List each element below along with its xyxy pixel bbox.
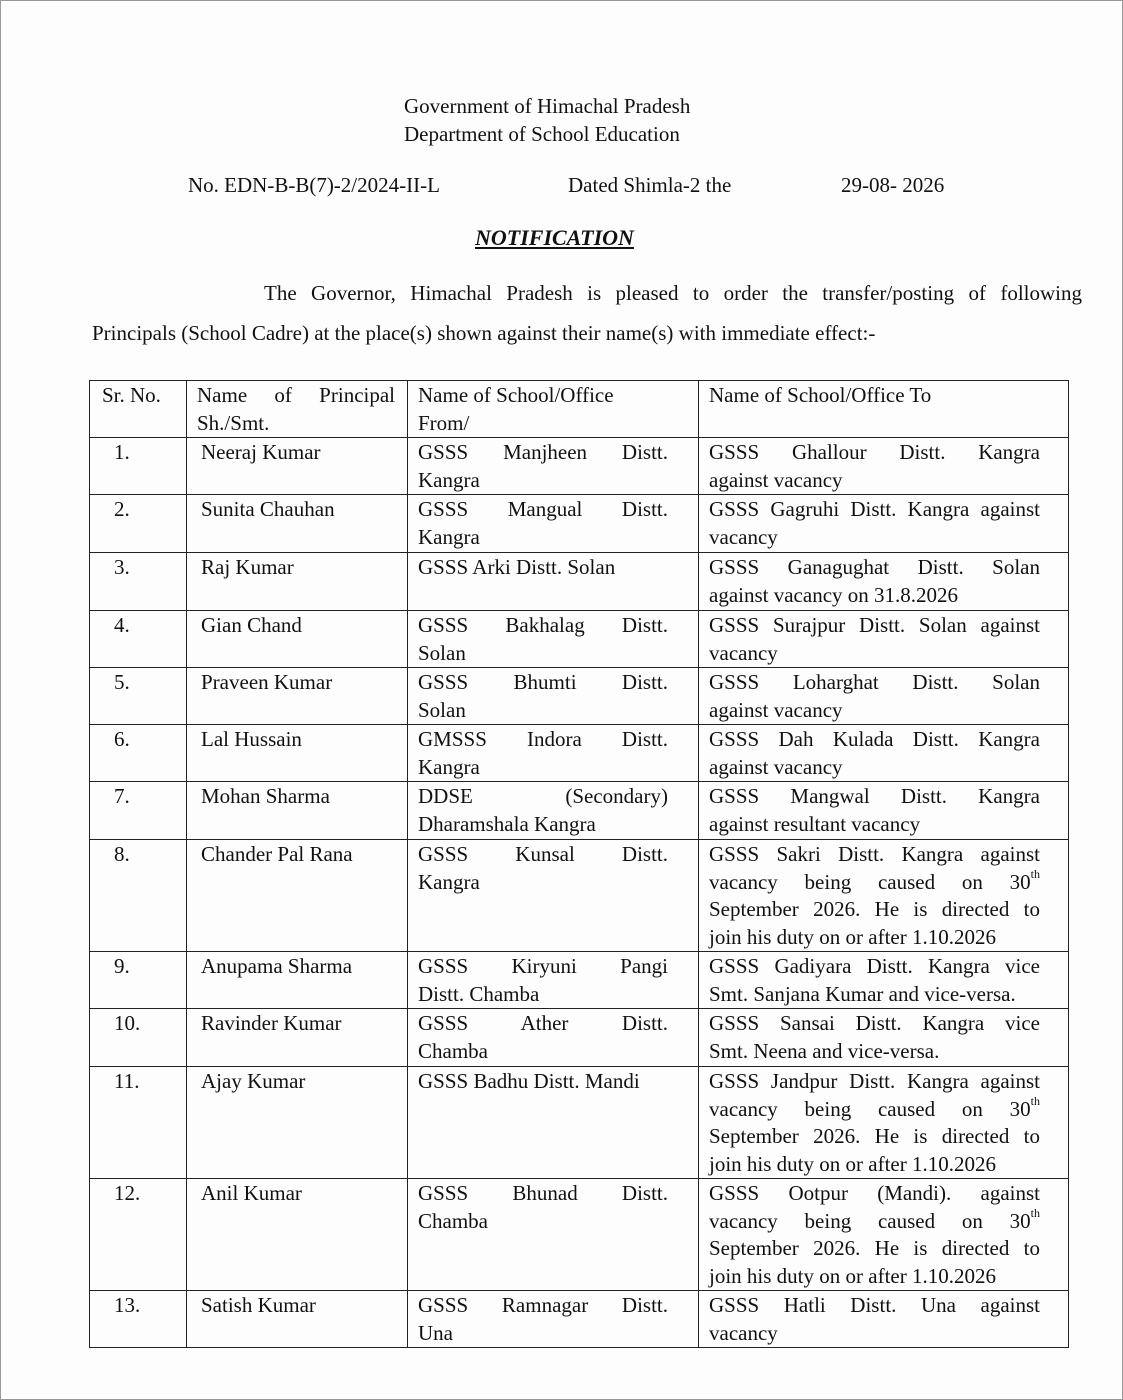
- cell-principal-name: Chander Pal Rana: [187, 840, 408, 952]
- table-row: [90, 1291, 1069, 1348]
- to-line: [709, 726, 1040, 754]
- from-line: GSSS Kunsal Distt.: [418, 842, 668, 866]
- to-line-text: GSSS Gadiyara Distt. Kangra vice: [709, 954, 1040, 978]
- table-row: [90, 725, 1069, 782]
- to-line: [709, 866, 1040, 897]
- table-row: [90, 782, 1069, 840]
- from-line: GSSS Manjheen Distt.: [418, 440, 668, 464]
- government-name: Government of Himachal Pradesh: [404, 94, 691, 118]
- to-line: [709, 1205, 1040, 1236]
- table-row: [90, 952, 1069, 1009]
- table-row: [90, 1179, 1069, 1291]
- to-line-text: GSSS Ganagughat Distt. Solan: [709, 555, 1040, 579]
- to-line-text: GSSS Ghallour Distt. Kangra: [709, 440, 1040, 464]
- cell-sr-no: 3.: [90, 553, 187, 611]
- cell-sr-no: 6.: [90, 725, 187, 782]
- cell-school-from: [408, 553, 699, 611]
- to-line: [709, 582, 1040, 610]
- to-line-text: against vacancy: [709, 467, 843, 492]
- table-row: [90, 611, 1069, 668]
- to-line-text: GSSS Sansai Distt. Kangra vice: [709, 1011, 1040, 1035]
- to-line-text: GSSS Sakri Distt. Kangra against: [709, 842, 1040, 866]
- to-line: [709, 841, 1040, 869]
- header-from-line-1: Name of School/Office: [418, 383, 614, 407]
- to-line: [709, 612, 1040, 640]
- from-line: GSSS Kiryuni Pangi: [418, 954, 668, 978]
- cell-school-from: [408, 495, 699, 553]
- header-principal-name: [187, 381, 408, 438]
- cell-school-from: [408, 1067, 699, 1179]
- to-line: [709, 1123, 1040, 1151]
- from-line: DDSE (Secondary): [418, 784, 668, 808]
- cell-principal-name: Anupama Sharma: [187, 952, 408, 1009]
- to-line: [709, 1093, 1040, 1124]
- header-sr-no: Sr. No.: [90, 381, 187, 438]
- from-line: GSSS Badhu Distt. Mandi: [418, 1069, 640, 1093]
- body-text-line-2: Principals (School Cadre) at the place(s) shown against their name(s) with immediate effect:-: [92, 321, 876, 345]
- cell-school-to: [699, 611, 1069, 668]
- to-line: [709, 953, 1040, 981]
- to-line: [709, 439, 1040, 467]
- from-line: GSSS Ramnagar Distt.: [418, 1293, 668, 1317]
- cell-school-to: [699, 1179, 1069, 1291]
- table-row: [90, 1009, 1069, 1067]
- to-line-text: against vacancy: [709, 754, 843, 779]
- ordinal-suffix: th: [1030, 1093, 1040, 1108]
- cell-school-from: [408, 1179, 699, 1291]
- cell-principal-name: Raj Kumar: [187, 553, 408, 611]
- cell-sr-no: 4.: [90, 611, 187, 668]
- to-line: [709, 467, 1040, 495]
- cell-sr-no: 7.: [90, 782, 187, 840]
- to-line: [709, 981, 1040, 1009]
- from-line: Kangra: [418, 467, 480, 492]
- to-line: [709, 783, 1040, 811]
- cell-sr-no: 12.: [90, 1179, 187, 1291]
- to-line: [709, 669, 1040, 697]
- table-body: [90, 438, 1069, 1348]
- transfer-table: [89, 380, 1069, 1348]
- cell-sr-no: 8.: [90, 840, 187, 952]
- from-line: Chamba: [418, 1208, 488, 1233]
- to-line: [709, 697, 1040, 725]
- table-row: [90, 840, 1069, 952]
- to-line-text: September 2026. He is directed to: [709, 1236, 1040, 1260]
- to-line: [709, 640, 1040, 668]
- cell-school-to: [699, 553, 1069, 611]
- cell-school-to: [699, 1067, 1069, 1179]
- cell-sr-no: 1.: [90, 438, 187, 495]
- table-row: [90, 1067, 1069, 1179]
- to-line-text: Smt. Sanjana Kumar and vice-versa.: [709, 981, 1016, 1006]
- body-text-line-1: The Governor, Himachal Pradesh is pleased to order the transfer/posting of following: [264, 281, 1082, 305]
- document-header: [404, 92, 690, 148]
- to-line: [709, 1010, 1040, 1038]
- to-line: [709, 896, 1040, 924]
- from-line: Solan: [418, 697, 466, 722]
- cell-principal-name: Ajay Kumar: [187, 1067, 408, 1179]
- to-line: [709, 811, 1040, 839]
- cell-school-from: [408, 782, 699, 840]
- header-school-from: [408, 381, 699, 438]
- to-line: [709, 1038, 1040, 1066]
- cell-school-from: [408, 1291, 699, 1348]
- from-line: Dharamshala Kangra: [418, 811, 596, 836]
- cell-school-from: [408, 952, 699, 1009]
- ordinal-suffix: th: [1030, 866, 1040, 881]
- cell-school-from: [408, 611, 699, 668]
- cell-sr-no: 9.: [90, 952, 187, 1009]
- to-line: [709, 496, 1040, 524]
- to-line: [709, 524, 1040, 552]
- header-school-to: Name of School/Office To: [699, 381, 1069, 438]
- cell-principal-name: Gian Chand: [187, 611, 408, 668]
- from-line: GSSS Mangual Distt.: [418, 497, 668, 521]
- to-line-text: GSSS Ootpur (Mandi). against: [709, 1181, 1040, 1205]
- cell-school-to: [699, 1291, 1069, 1348]
- cell-sr-no: 2.: [90, 495, 187, 553]
- cell-principal-name: Ravinder Kumar: [187, 1009, 408, 1067]
- to-line-text: Smt. Neena and vice-versa.: [709, 1038, 940, 1063]
- cell-school-from: [408, 840, 699, 952]
- to-line: [709, 1292, 1040, 1320]
- cell-sr-no: 5.: [90, 668, 187, 725]
- to-line-text: September 2026. He is directed to: [709, 897, 1040, 921]
- to-line-text: GSSS Dah Kulada Distt. Kangra: [709, 727, 1040, 751]
- to-line-text: GSSS Surajpur Distt. Solan against: [709, 613, 1040, 637]
- notification-date: 29-08- 2026: [841, 173, 945, 197]
- cell-principal-name: Sunita Chauhan: [187, 495, 408, 553]
- cell-sr-no: 10.: [90, 1009, 187, 1067]
- cell-school-from: [408, 438, 699, 495]
- to-line-text: join his duty on or after 1.10.2026: [709, 1263, 996, 1288]
- cell-sr-no: 11.: [90, 1067, 187, 1179]
- cell-sr-no: 13.: [90, 1291, 187, 1348]
- cell-principal-name: Lal Hussain: [187, 725, 408, 782]
- cell-school-to: [699, 782, 1069, 840]
- to-line-text: GSSS Mangwal Distt. Kangra: [709, 784, 1040, 808]
- cell-school-from: [408, 668, 699, 725]
- to-line-text: vacancy being caused on 30: [709, 1096, 1031, 1121]
- cell-school-to: [699, 668, 1069, 725]
- cell-school-to: [699, 952, 1069, 1009]
- to-line-text: September 2026. He is directed to: [709, 1124, 1040, 1148]
- table-row: [90, 668, 1069, 725]
- department-name: Department of School Education: [404, 122, 680, 146]
- from-line: Solan: [418, 640, 466, 665]
- to-line: [709, 554, 1040, 582]
- to-line-text: GSSS Jandpur Distt. Kangra against: [709, 1069, 1040, 1093]
- from-line: Kangra: [418, 524, 480, 549]
- table-header-row: [90, 381, 1069, 438]
- from-line: GSSS Bhunad Distt.: [418, 1181, 668, 1205]
- cell-principal-name: Mohan Sharma: [187, 782, 408, 840]
- to-line-text: GSSS Loharghat Distt. Solan: [709, 670, 1040, 694]
- from-line: GSSS Bakhalag Distt.: [418, 613, 668, 637]
- from-line: GSSS Bhumti Distt.: [418, 670, 668, 694]
- from-line: Chamba: [418, 1038, 488, 1063]
- to-line-text: against resultant vacancy: [709, 811, 921, 836]
- cell-school-to: [699, 495, 1069, 553]
- to-line-text: GSSS Hatli Distt. Una against: [709, 1293, 1040, 1317]
- from-line: GSSS Arki Distt. Solan: [418, 555, 616, 579]
- table-row: [90, 495, 1069, 553]
- to-line: [709, 754, 1040, 782]
- cell-principal-name: Praveen Kumar: [187, 668, 408, 725]
- to-line-text: vacancy: [709, 524, 778, 549]
- to-line-text: vacancy being caused on 30: [709, 869, 1031, 894]
- from-line: Kangra: [418, 869, 480, 894]
- to-line: [709, 1235, 1040, 1263]
- table-row: [90, 553, 1069, 611]
- to-line: [709, 1151, 1040, 1179]
- header-name-line-2: Sh./Smt.: [197, 410, 270, 435]
- to-line-text: against vacancy: [709, 697, 843, 722]
- cell-school-from: [408, 1009, 699, 1067]
- to-line-text: GSSS Gagruhi Distt. Kangra against: [709, 497, 1040, 521]
- to-line-text: against vacancy on 31.8.2026: [709, 582, 959, 607]
- cell-school-to: [699, 725, 1069, 782]
- to-line-text: vacancy: [709, 1320, 778, 1345]
- from-line: GSSS Ather Distt.: [418, 1011, 668, 1035]
- to-line-text: vacancy: [709, 640, 778, 665]
- to-line: [709, 924, 1040, 952]
- cell-school-to: [699, 438, 1069, 495]
- to-line-text: vacancy being caused on 30: [709, 1208, 1031, 1233]
- to-line: [709, 1320, 1040, 1348]
- cell-school-from: [408, 725, 699, 782]
- cell-school-to: [699, 840, 1069, 952]
- ordinal-suffix: th: [1030, 1205, 1040, 1220]
- cell-school-to: [699, 1009, 1069, 1067]
- from-line: Kangra: [418, 754, 480, 779]
- from-line: Distt. Chamba: [418, 981, 540, 1006]
- cell-principal-name: Anil Kumar: [187, 1179, 408, 1291]
- from-line: Una: [418, 1320, 453, 1345]
- table-row: [90, 438, 1069, 495]
- reference-number: No. EDN-B-B(7)-2/2024-II-L: [188, 173, 440, 197]
- notification-title: NOTIFICATION: [475, 225, 634, 250]
- to-line: [709, 1068, 1040, 1096]
- to-line: [709, 1180, 1040, 1208]
- header-name-line-1: Name of Principal: [197, 383, 395, 407]
- cell-principal-name: Neeraj Kumar: [187, 438, 408, 495]
- dated-label: Dated Shimla-2 the: [568, 173, 732, 197]
- header-from-line-2: From/: [418, 410, 470, 435]
- to-line: [709, 1263, 1040, 1291]
- from-line: GMSSS Indora Distt.: [418, 727, 668, 751]
- to-line-text: join his duty on or after 1.10.2026: [709, 1151, 996, 1176]
- to-line-text: join his duty on or after 1.10.2026: [709, 924, 996, 949]
- cell-principal-name: Satish Kumar: [187, 1291, 408, 1348]
